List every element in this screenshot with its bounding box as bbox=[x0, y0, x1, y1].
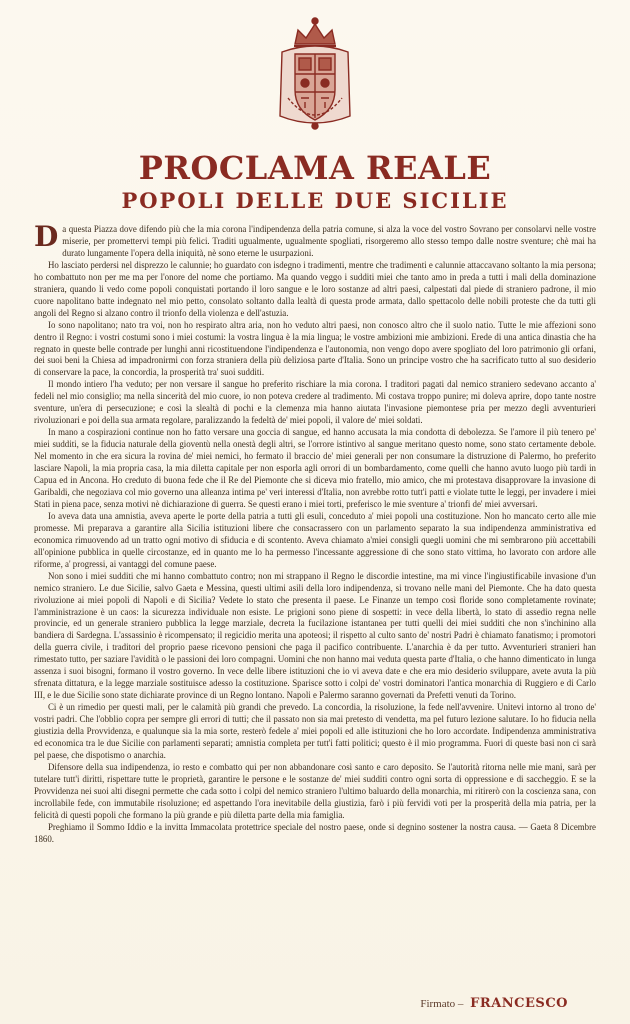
paragraph bbox=[34, 220, 596, 260]
paragraph: Io sono napolitano; nato tra voi, non ho respirato altra aria, non ho veduto altri paesi, non conosco altro che il suolo natio. Tutte le mie affezioni sono dentro il Regno: i vostri costumi sono i miei costumi: la vostra lingua è la mia lingua; le vostre ambizioni mie ambizioni. Erede di una antica dinastia che ha regnato in queste belle contrade per lunghi anni ricostituendone l'indipendenza e l'autonomia, non vengo dopo avere spogliato del loro patrimonio gli orfani, dei suoi beni la Chiesa ad impadronirmi con forza straniera della più deliziosa parte d'Italia. Sono un principe vostro che ha sacrificato tutto al suo desiderio di conservare la pace, la concordia, la prosperità tra' suoi sudditi. bbox=[34, 319, 596, 378]
proclamation-subtitle: POPOLI DELLE DUE SICILIE bbox=[121, 188, 509, 213]
paragraph: Preghiamo il Sommo Iddio e la invitta Immacolata protettrice speciale del nostro paese, onde si degnino sostener la nostra causa. — Gaeta 8 Dicembre 1860. bbox=[34, 821, 596, 844]
proclamation-body bbox=[34, 220, 596, 846]
royal-coat-of-arms-icon bbox=[268, 12, 362, 132]
paragraph: Ho lasciato perdersi nel disprezzo le calunnie; ho guardato con isdegno i tradimenti, mentre che tradimenti e calunnie attaccavano soltanto la mia persona; ho combattuto non per me ma per l'onore del nome che portiamo. Ma quando veggo i sudditi miei che tanto amo in preda a tutti i mali della dominazione straniera, quando li vedo come popoli conquistati portando il loro sangue e le loro sostanze ad altri paesi, calpestati dal piede di straniero padrone, il mio cuore napolitano batte indegnato nel mio petto, consolato soltanto dalla lealtà di questa prode armata, dallo spettacolo delle nobili proteste che da tutti gli angoli del Regno si alzano contro il trionfo della violenza e dell'astuzia. bbox=[34, 259, 596, 318]
paragraph: Non sono i miei sudditi che mi hanno combattuto contro; non mi strappano il Regno le discordie intestine, ma mi vince l'ingiustificabile invasione d'un nemico straniero. Le due Sicilie, salvo Gaeta e Messina, questi ultimi asili della loro indipendenza, si trovano nelle mani del Piemonte. Che ha dato questa rivoluzione ai miei popoli di Napoli e di Sicilia? Vedete lo stato che presenta il paese. Le Finanze un tempo così floride sono completamente rovinate; l'amministrazione è un caos: la sicurezza individuale non esiste. Le prigioni sono piene di sospetti: in vece della libertà, lo stato di assedio regna nelle provincie, ed un generale straniero pubblica la legge marziale, decreta la fucilazione istantanea per tutti quelli dei miei sudditi che non s'inchinino alla bandiera di Sardegna. L'assassinio è ricompensato; il regicidio merita una apoteosi; il rispetto al culto santo de' nostri Padri è chiamato fanatismo; i promotori della guerra civile, i traditori del proprio paese ricevono pensioni che paga il pacifico contribuente. L'anarchia è da per tutto. Avventurieri stranieri han rimestato tutto, per saziare l'avidità o le passioni dei loro compagni. Uomini che non hanno mai veduta questa parte d'Italia, o che hanno dimenticato in lunga assenza i suoi bisogni, formano il vostro governo. In vece delle libere istituzioni che io vi aveva date e che era mio desiderio sviluppare, avete avuta la più sfrenata dittatura, e la legge marziale sostituisce adesso la costituzione. Sparisce sotto i colpi de' vostri dominatori l'antica monarchia di Ruggiero e di Carlo III, e le due Sicilie sono state dichiarate province di un Regno lontano. Napoli e Palermo saranno governati da Prefetti venuti da Torino. bbox=[34, 570, 596, 701]
signature-label: Firmato – bbox=[420, 998, 464, 1010]
drop-cap: D bbox=[34, 220, 59, 253]
paragraph: Io aveva data una amnistia, aveva aperte le porte della patria a tutti gli esuli, conceduto a' miei popoli una costituzione. Non ho mancato certo alle mie promesse. Mi preparava a garantire alla Sicilia istituzioni libere che consacrassero con un parlamento separato la sua indipendenza amministrativa ed economica rimuovendo ad un tratto ogni motivo di sfiducia e di scontento. Aveva chiamato a'miei consigli quegli uomini che mi sembrarono più accettabili all'opinione pubblica in quelle circostanze, ed in quanto me lo ha permesso l'incessante aggressione di che sono stato vittima, ho lavorato con ardore alle riforme, a' progressi, ai vantaggi del comune paese. bbox=[34, 510, 596, 569]
paragraph: In mano a cospirazioni continue non ho fatto versare una goccia di sangue, ed hanno accusata la mia condotta di debolezza. Se l'amore il più tenero pe' miei sudditi, se la fiducia naturale della gioventù nella onestà degli altri, se l'orrore istintivo al sangue meritano questo nome, sono stato certamente debole. Nel momento in che era sicura la rovina de' miei nemici, ho fermato il braccio de' miei generali per non consumare la distruzione di Palermo, ho preferito lasciare Napoli, la mia propria casa, la mia diletta capitale per non esporla agli orrori di un bombardamento, come quelli che hanno avuto luogo più tardi in Capua ed in Ancona. Ho creduto di buona fede che il Re del Piemonte che si diceva mio fratello, mio amico, che mi protestava disapprovare la invasione di Garibaldi, che negoziava col mio governo una alleanza intima pe' veri interessi d'Italia, non avrebbe rotto tutt'i patti e violate tutte le leggi, per invadere i miei Stati in piena pace, senza motivi nè dichiarazione di guerra. Se questi erano i miei torti, preferisco le mie sventure a' trionfi de' miei avversari. bbox=[34, 427, 596, 509]
signature bbox=[420, 996, 568, 1011]
paragraph: Difensore della sua indipendenza, io resto e combatto qui per non abbandonare così santo e caro deposito. Se l'autorità ritorna nelle mie mani, sarà per tutelare tutt'i diritti, rispettare tutte le proprietà, garantire le persone e le sostanze de' miei sudditi contro ogni sorta di oppressione e di saccheggio. E se la Provvidenza nei suoi alti disegni permette che cada sotto i colpi del nemico straniero l'ultimo baluardo della monarchia, mi ritirerò con la coscienza sana, con incrollabile fede, con immutabile risoluzione; ed aspettando l'ora inevitabile della giustizia, farò i più fervidi voti per la prosperità della mia patria, per la felicità di questi popoli che formano la più grande e più diletta parte della mia famiglia. bbox=[34, 761, 596, 820]
proclamation-title: PROCLAMA REALE bbox=[138, 149, 492, 187]
paragraph: Il mondo intiero l'ha veduto; per non versare il sangue ho preferito rischiare la mia corona. I traditori pagati dal nemico straniero sedevano accanto a' fedeli nel mio consiglio; ma nella sincerità del mio cuore, io non poteva credere al tradimento. Mi costava troppo punire; mi doleva aprire, dopo tante nostre sventure, un'era di persecuzione; e così la slealtà di pochi e la clemenza mia hanno aiutata l'invasione piemontese pria per mezzo degli avventurieri rivoluzionari e poi della sua armata regolare, paralizzando la fedeltà de' miei popoli, il valore de' miei soldati. bbox=[34, 379, 596, 426]
signature-name: FRANCESCO bbox=[470, 996, 568, 1011]
paragraph-text: a questa Piazza dove difendo più che la mia corona l'indipendenza della patria comune, si alza la voce del vostro Sovrano per consolarvi nelle vostre miserie, per promettervi tempi più felici. Traditi ugualmente, ugualmente spogliati, risorgeremo allo stesso tempo dalle nostre sventure; chè mai ha durato lungamente l'opera della iniquità, nè sono eterne le usurpazioni. bbox=[62, 224, 596, 258]
paragraph: Ci è un rimedio per questi mali, per le calamità più grandi che prevedo. La concordia, la risoluzione, la fede nell'avvenire. Unitevi intorno al trono de' vostri padri. Che l'obblio copra per sempre gli errori di tutti; che il passato non sia mai pretesto di vendetta, ma pel futuro lezione salutare. Io ho fiducia nella giustizia della Provvidenza, e qualunque sia la mia sorte, resterò fedele a' miei popoli ed alle istituzioni che ho loro accordate. Indipendenza amministrativa ed economica tra le due Sicilie con parlamenti separati; amnistia completa per tutt'i fatti politici; questo è il mio programma. Fuori di queste basi non ci sarà pel paese, che dispotismo o anarchia. bbox=[34, 702, 596, 760]
